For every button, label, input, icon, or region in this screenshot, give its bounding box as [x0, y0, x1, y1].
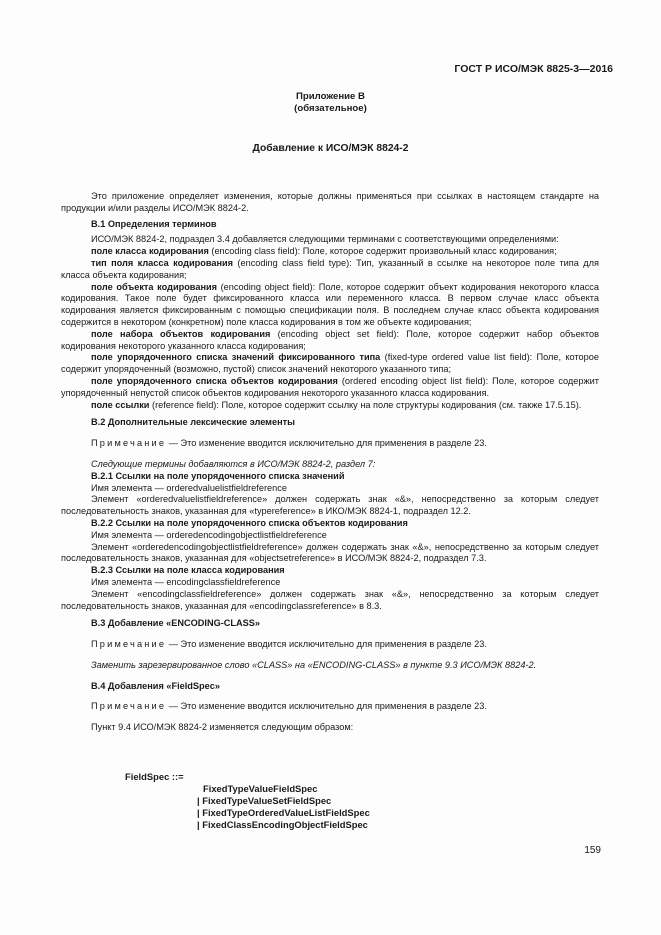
b22-text: Элемент «orderedencodingobjectlistfieldreference» должен содержать знак «&», непосредственно за которым следует последовательность знаков, указанная для «objectsetreference» в ИСО/МЭК 8824-2, подраздел 7.3.	[61, 541, 599, 564]
b21-text: Элемент «orderedvaluelistfieldreference» должен содержать знак «&», непосредственно за которым следует последовательность знаков, указанная для «typereference» в ИКО/МЭК 8824-1, подраздел 12.2.	[61, 494, 599, 517]
document-title: Добавление к ИСО/МЭК 8824-2	[252, 143, 409, 154]
note-b3: Примечание — Это изменение вводится исключительно для применения в разделе 23.	[91, 639, 487, 650]
section-heading-b3: В.3 Добавление «ENCODING-CLASS»	[91, 618, 261, 629]
term-7: поле ссылки	[91, 399, 150, 410]
b4-lead: Пункт 9.4 ИСО/МЭК 8824-2 изменяется следующим образом:	[91, 722, 354, 733]
term-5: поле упорядоченного списка значений фиксированного типа	[91, 352, 381, 363]
section-heading-b2: В.2 Дополнительные лексические элементы	[91, 417, 295, 428]
code-line-0: FieldSpec ::=	[125, 771, 184, 782]
code-line-3: | FixedTypeOrderedValueListFieldSpec	[197, 807, 370, 818]
note-b2: Примечание — Это изменение вводится исключительно для применения в разделе 23.	[91, 438, 487, 449]
subsection-heading-b23: В.2.3 Ссылки на поле класса кодирования	[91, 565, 285, 576]
subsection-heading-b22: В.2.2 Ссылки на поле упорядоченного списка объектов кодирования	[91, 517, 408, 528]
definition-7: поле ссылки (reference field): Поле, которое содержит ссылку на поле структуры кодирования (см. также 17.5.15).	[91, 399, 582, 410]
section-heading-b1: В.1 Определения терминов	[91, 218, 217, 229]
term-3: поле объекта кодирования	[91, 281, 218, 292]
definition-4: поле набора объектов кодирования (encoding object set field): Поле, которое содержит набор объектов кодирования некоторого указанного класса кодирования;	[61, 328, 599, 351]
b23-element-name: Имя элемента — encodingclassfieldreference	[91, 576, 281, 587]
code-line-2: | FixedTypeValueSetFieldSpec	[197, 795, 332, 806]
note-label: Примечание	[91, 701, 167, 712]
subsection-heading-b21: В.2.1 Ссылки на поле упорядоченного списка значений	[91, 470, 345, 481]
note-label: Примечание	[91, 438, 167, 449]
term-6: поле упорядоченного списка объектов кодирования	[91, 375, 338, 386]
intro-paragraph: Это приложение определяет изменения, которые должны применяться при ссылках в настоящем стандарте на продукции и/или разделы ИСО/МЭК 8824-2.	[61, 191, 599, 213]
b1-lead: ИСО/МЭК 8824-2, подраздел 3.4 добавляется следующими терминами с соответствующими определениями:	[91, 234, 559, 245]
document-code-header: ГОСТ Р ИСО/МЭК 8825-3—2016	[454, 63, 613, 75]
b22-element-name: Имя элемента — orderedencodingobjectlistfieldreference	[91, 529, 327, 540]
appendix-title	[0, 91, 661, 115]
term-4: поле набора объектов кодирования	[91, 328, 271, 339]
page-number: 159	[584, 845, 601, 856]
note-b4: Примечание — Это изменение вводится исключительно для применения в разделе 23.	[91, 701, 487, 712]
code-line-4: | FixedClassEncodingObjectFieldSpec	[197, 819, 368, 830]
b23-text: Элемент «encodingclassfieldreference» должен содержать знак «&», непосредственно за которым следует последовательность знаков, указанная для «encodingclassreference» в 8.3.	[61, 588, 599, 611]
definition-5: поле упорядоченного списка значений фиксированного типа (fixed-type ordered value list field): Поле, которое содержит упорядоченный (возможно, пустой) список значений некоторого указанного типа;	[61, 352, 599, 375]
b21-element-name: Имя элемента — orderedvaluelistfieldreference	[91, 482, 287, 493]
document-body	[61, 191, 599, 734]
b2-instruction: Следующие термины добавляются в ИСО/МЭК 8824-2, раздел 7:	[91, 458, 376, 469]
appendix-label: Приложение В	[296, 91, 365, 102]
section-heading-b4: В.4 Добавления «FieldSpec»	[91, 680, 220, 691]
code-line-1: FixedTypeValueFieldSpec	[203, 783, 318, 794]
definition-2: тип поля класса кодирования (encoding class field type): Тип, указанный в ссылке на некоторое поле типа для класса объекта кодирования;	[61, 257, 599, 280]
appendix-status: (обязательное)	[294, 103, 367, 114]
term-1: поле класса кодирования	[91, 246, 209, 257]
definition-6: поле упорядоченного списка объектов кодирования (ordered encoding object list field): Поле, которое содержит упорядоченный непустой список объектов кодирования некоторого указанного класса кодирования.	[61, 375, 599, 398]
note-label: Примечание	[91, 639, 167, 650]
term-2: тип поля класса кодирования	[91, 257, 234, 268]
fieldspec-code-block	[125, 771, 370, 831]
definition-1: поле класса кодирования (encoding class field): Поле, которое содержит произвольный класс кодирования;	[91, 246, 557, 257]
definition-3: поле объекта кодирования (encoding object field): Поле, которое содержит объект кодирования некоторого класса кодирования. Такое поле будет фиксированного класса или переменного класса. В первом случае класс объекта кодирования является фиксированным с помощью спецификации поля. В последнем случае класс объекта кодирования содержится в некотором (конкретном) поле класса кодирования в том же объекте кодирования;	[61, 281, 599, 327]
b3-instruction: Заменить зарезервированное слово «CLASS» на «ENCODING-CLASS» в пункте 9.3 ИСО/МЭК 8824-2.	[91, 659, 537, 670]
